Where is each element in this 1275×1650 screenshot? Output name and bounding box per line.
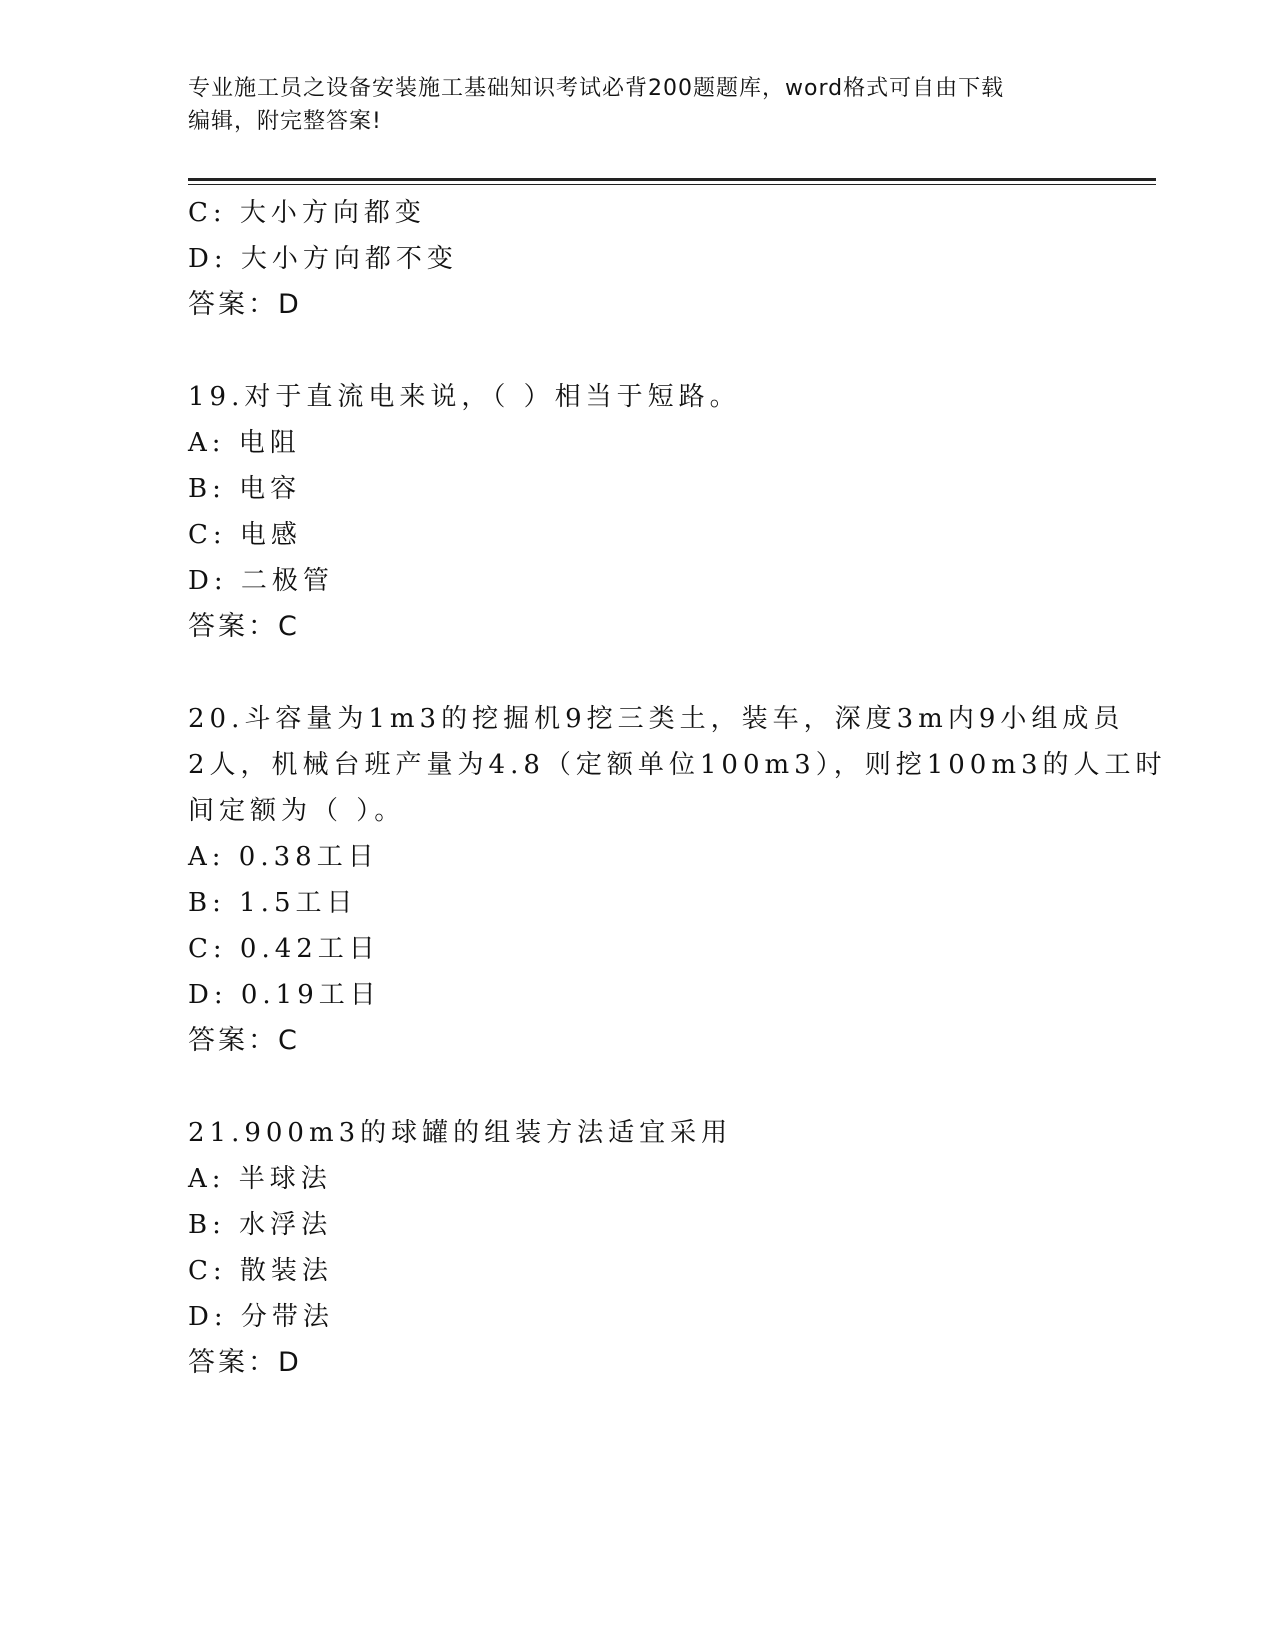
option-a: A: 电阻 [188, 428, 301, 458]
option-d: D: 二极管 [188, 566, 334, 596]
spacer [188, 650, 1088, 696]
question-list [188, 190, 1167, 1386]
question-18-continued [188, 190, 1088, 328]
option-d: D: 大小方向都不变 [188, 244, 458, 274]
answer-line: 答案：C [188, 611, 300, 642]
option-c: C: 大小方向都变 [188, 198, 426, 228]
header-rule-thin [188, 184, 1156, 185]
question-19 [188, 374, 1088, 650]
option-d: D: 0.19工日 [188, 980, 381, 1010]
option-b: B: 水浮法 [188, 1210, 333, 1240]
header-rule-thick [188, 178, 1156, 181]
spacer [188, 328, 1088, 374]
question-20 [188, 696, 1167, 1064]
option-c: C: 散装法 [188, 1256, 333, 1286]
question-text-line-1: 20.斗容量为1m3的挖掘机9挖三类土，装车，深度3m内9小组成员 [188, 704, 1125, 734]
question-text: 21.900m3的球罐的组装方法适宜采用 [188, 1118, 733, 1148]
header-title-line-1: 专业施工员之设备安装施工基础知识考试必背200题题库，word格式可自由下载 [188, 76, 1005, 101]
question-text: 19.对于直流电来说，（ ）相当于短路。 [188, 382, 741, 412]
answer-line: 答案：C [188, 1025, 300, 1056]
answer-line: 答案：D [188, 289, 302, 320]
option-c: C: 0.42工日 [188, 934, 380, 964]
option-a: A: 0.38工日 [188, 842, 379, 872]
spacer [188, 1064, 1088, 1110]
answer-line: 答案：D [188, 1347, 302, 1378]
question-text-line-3: 间定额为（ ）。 [188, 796, 406, 826]
document-header [188, 72, 1088, 138]
header-title-line-2: 编辑，附完整答案! [188, 109, 382, 134]
option-b: B: 1.5工日 [188, 888, 358, 918]
option-c: C: 电感 [188, 520, 302, 550]
question-21 [188, 1110, 1088, 1386]
question-text-line-2: 2人，机械台班产量为4.8（定额单位100m3），则挖100m3的人工时 [188, 750, 1167, 780]
option-a: A: 半球法 [188, 1164, 332, 1194]
option-d: D: 分带法 [188, 1302, 334, 1332]
option-b: B: 电容 [188, 474, 302, 504]
